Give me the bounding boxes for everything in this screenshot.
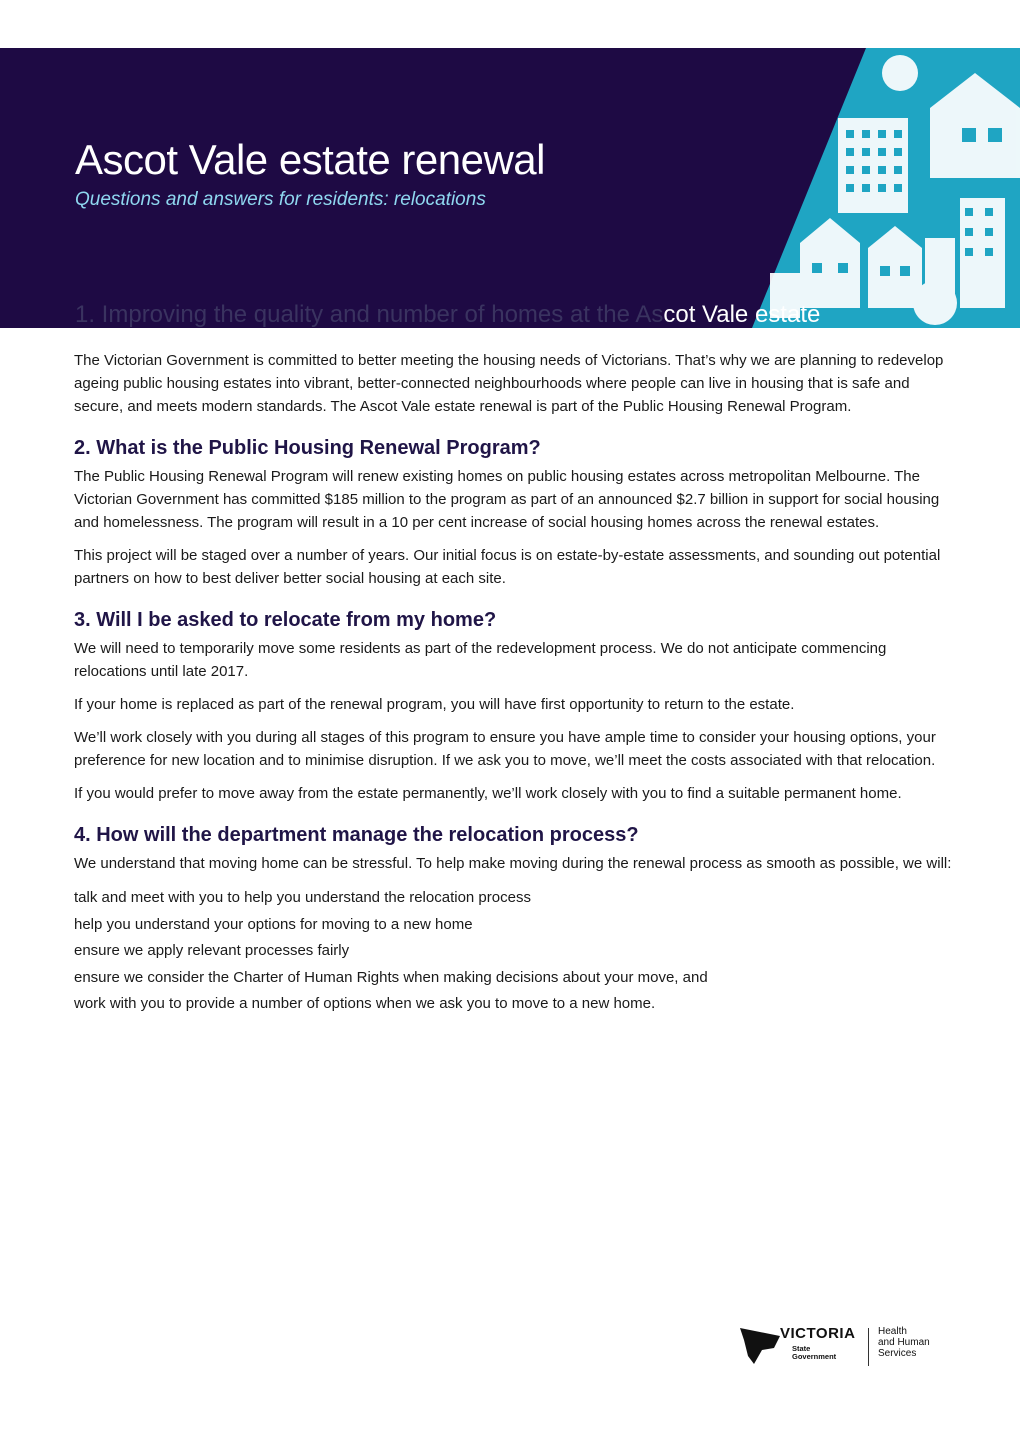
- section-3-paragraph-4: If you would prefer to move away from the estate permanently, we’ll work closely with you to find a suitable permanent home.: [74, 785, 902, 802]
- victoria-government-logo: [740, 1322, 950, 1372]
- section-1-body: The Victorian Government is committed to better meeting the housing needs of Victorians. That’s why we are planning to redevelop ageing public housing estates into vibrant, better-connected neighbourhoods where people can live in housing that is safe and secure, and meets modern standards. The Ascot Vale estate renewal is part of the Public Housing Renewal Program.: [74, 352, 944, 415]
- list-item: help you understand your options for moving to a new home: [74, 915, 473, 933]
- page-title: Ascot Vale estate renewal: [75, 136, 545, 183]
- section-3-heading: 3. Will I be asked to relocate from my home?: [74, 609, 497, 631]
- victoria-wordmark: VICTORIA: [780, 1325, 856, 1342]
- section-2-heading: 2. What is the Public Housing Renewal Program?: [74, 437, 541, 459]
- section-1-heading-dark: 1. Improving the quality and number of homes at the As: [75, 301, 664, 328]
- section-1-heading-light: cot Vale estate: [663, 301, 821, 328]
- document-body: [74, 349, 954, 1018]
- list-item: ensure we apply relevant processes fairly: [74, 942, 350, 959]
- header-banner: [0, 48, 1020, 328]
- victoria-map-icon: [740, 1326, 780, 1366]
- section-3-paragraph-2: If your home is replaced as part of the renewal program, you will have first opportunity to return to the estate.: [74, 696, 795, 713]
- list-item: work with you to provide a number of options when we ask you to move to a new home.: [74, 995, 656, 1012]
- section-4-paragraph-1: We understand that moving home can be stressful. To help make moving during the renewal process as smooth as possible, we will:: [74, 855, 952, 872]
- section-4-list: [74, 885, 954, 1018]
- section-2-paragraph-1: The Public Housing Renewal Program will renew existing homes on public housing estates across metropolitan Melbourne. The Victorian Government has committed $185 million to the program as part of an announced $2.7 billion in support for social housing and homelessness. The program will result in a 10 per cent increase of social housing homes across the renewal estates.: [74, 468, 940, 531]
- banner-background: [0, 48, 1020, 328]
- section-2-paragraph-2: This project will be staged over a number of years. Our initial focus is on estate-by-estate assessments, and sounding out potential partners on how to best deliver better social housing at each site.: [74, 547, 941, 587]
- section-1-heading: [75, 301, 820, 328]
- list-item: talk and meet with you to help you understand the relocation process: [74, 889, 531, 906]
- section-3-paragraph-3: We’ll work closely with you during all stages of this program to ensure you have ample time to consider your housing options, your preference for new location and to minimise disruption. If we ask you to move, we’ll meet the costs associated with that relocation.: [74, 729, 936, 769]
- page-subtitle: Questions and answers for residents: relocations: [75, 189, 486, 210]
- logo-divider: [868, 1328, 869, 1366]
- section-4-heading: 4. How will the department manage the relocation process?: [74, 824, 639, 846]
- list-item: ensure we consider the Charter of Human Rights when making decisions about your move, and: [74, 968, 708, 986]
- state-government-label: State Government: [792, 1344, 837, 1361]
- department-label: Health and Human Services: [878, 1326, 930, 1359]
- section-3-paragraph-1: We will need to temporarily move some residents as part of the redevelopment process. We do not anticipate commencing relocations until late 2017.: [74, 640, 887, 680]
